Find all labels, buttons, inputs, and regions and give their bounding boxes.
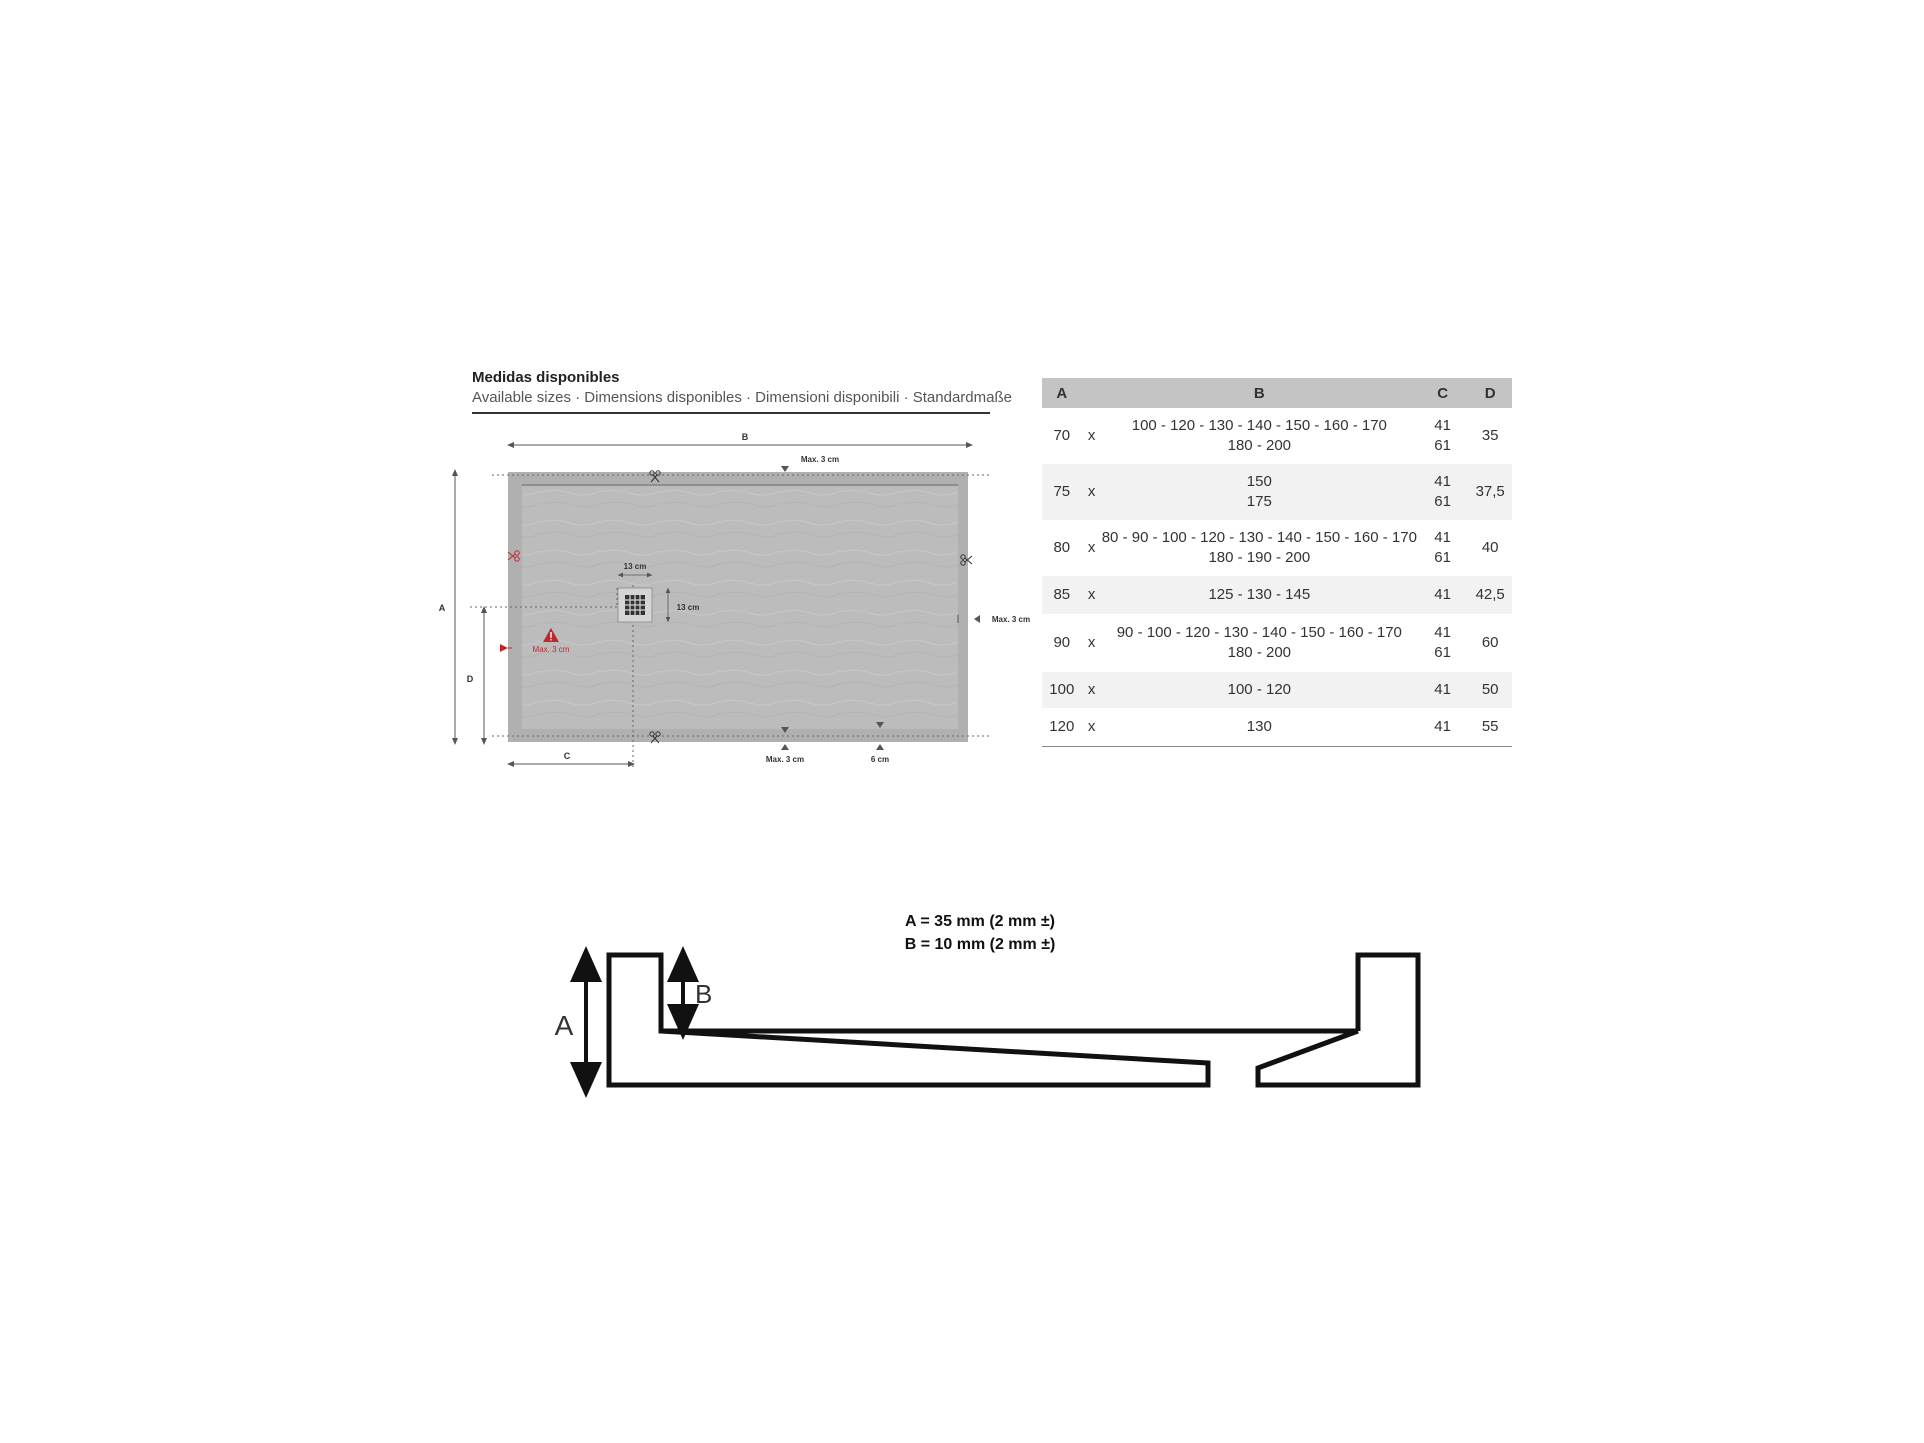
cell-x: x [1087, 427, 1096, 444]
cell-b: 100 - 120 - 130 - 140 - 150 - 160 - 170 180 - 200 [1131, 417, 1387, 454]
drain-grate-icon [625, 595, 645, 615]
table-row [1042, 576, 1512, 614]
cell-d: 37,5 [1468, 464, 1512, 520]
cell-c: 41 [1417, 576, 1468, 614]
cell-a: 100 [1042, 672, 1082, 708]
cell-x: x [1082, 708, 1102, 746]
sizes-table [1042, 378, 1512, 747]
max-top-label: Max. 3 cm [800, 455, 840, 464]
max-right-label: Max. 3 cm [991, 615, 1031, 624]
cell-a: 90 [1053, 634, 1071, 651]
edge-6cm-label: 6 cm [870, 755, 890, 764]
cell-d: 55 [1468, 708, 1512, 746]
table-row [1042, 614, 1512, 672]
cell-d: 50 [1468, 672, 1512, 708]
table-row [1042, 464, 1512, 520]
header-b: B [1102, 378, 1417, 408]
heading-subtitle: Available sizes · Dimensions disponibles · Dimensioni disponibili · Standardmaße [472, 389, 1012, 406]
cell-b: 90 - 100 - 120 - 130 - 140 - 150 - 160 - 170 180 - 200 [1116, 624, 1402, 661]
header-c: C [1417, 378, 1468, 408]
cell-c: 41 61 [1417, 464, 1468, 520]
profile-spec-a: A = 35 mm (2 mm ±) [904, 913, 1055, 930]
table-row [1042, 520, 1512, 576]
cell-a: 120 [1042, 708, 1082, 746]
cell-d: 40 [1481, 539, 1499, 556]
profile-label-b: B [695, 979, 713, 1009]
cell-c: 41 61 [1434, 529, 1451, 566]
table-row [1042, 408, 1512, 464]
header-x [1082, 378, 1102, 408]
cell-c: 41 [1417, 672, 1468, 708]
cell-x: x [1087, 634, 1096, 651]
cell-a: 75 [1042, 464, 1082, 520]
warning-max-label: Max. 3 cm [532, 645, 570, 654]
cell-a: 85 [1042, 576, 1082, 614]
cell-b: 125 - 130 - 145 [1102, 576, 1417, 614]
edge-6cm-arrow-up [876, 744, 884, 750]
sizes-heading [472, 368, 1012, 414]
profile-cross-section-diagram [540, 900, 1440, 1120]
dim-d-label: D [466, 674, 474, 684]
cell-c: 41 61 [1434, 417, 1451, 454]
cell-b: 100 - 120 [1102, 672, 1417, 708]
dim-b-label: B [741, 432, 749, 442]
heading-title: Medidas disponibles [472, 369, 620, 386]
table-row [1042, 708, 1512, 746]
heading-rule [472, 412, 990, 414]
warning-arrow [500, 644, 508, 652]
drain-height-label: 13 cm [676, 603, 700, 612]
max-bottom-arrow [781, 744, 789, 750]
cell-c: 41 61 [1434, 624, 1451, 661]
cell-b: 150 175 [1102, 464, 1417, 520]
profile-outline-left [609, 955, 1360, 1085]
tray-surface [522, 485, 958, 729]
cell-b: 130 [1102, 708, 1417, 746]
profile-left-body [609, 955, 1208, 1085]
tray-dimension-diagram [430, 420, 1040, 780]
dim-c-label: C [563, 751, 571, 761]
cell-a: 80 [1053, 539, 1071, 556]
header-a: A [1042, 378, 1082, 408]
cell-c: 41 [1417, 708, 1468, 746]
cell-x: x [1087, 539, 1096, 556]
dim-a-label: A [438, 603, 446, 613]
profile-label-a: A [554, 1010, 574, 1041]
profile-right-body [1258, 955, 1418, 1085]
max-bottom-label: Max. 3 cm [765, 755, 805, 764]
cell-d: 42,5 [1468, 576, 1512, 614]
header-d: D [1468, 378, 1512, 408]
profile-spec-b: B = 10 mm (2 mm ±) [904, 936, 1056, 953]
table-header-row [1042, 378, 1512, 408]
sizes-table-container [1042, 378, 1512, 747]
cell-x: x [1082, 464, 1102, 520]
cell-b: 80 - 90 - 100 - 120 - 130 - 140 - 150 - 160 - 170 180 - 190 - 200 [1101, 529, 1417, 566]
table-row [1042, 672, 1512, 708]
cell-d: 60 [1481, 634, 1499, 651]
cell-a: 70 [1053, 427, 1071, 444]
max-right-arrow [974, 615, 980, 623]
cell-d: 35 [1481, 427, 1499, 444]
cell-x: x [1082, 672, 1102, 708]
drain-width-label: 13 cm [623, 562, 647, 571]
cell-x: x [1082, 576, 1102, 614]
max-top-arrow [781, 466, 789, 472]
